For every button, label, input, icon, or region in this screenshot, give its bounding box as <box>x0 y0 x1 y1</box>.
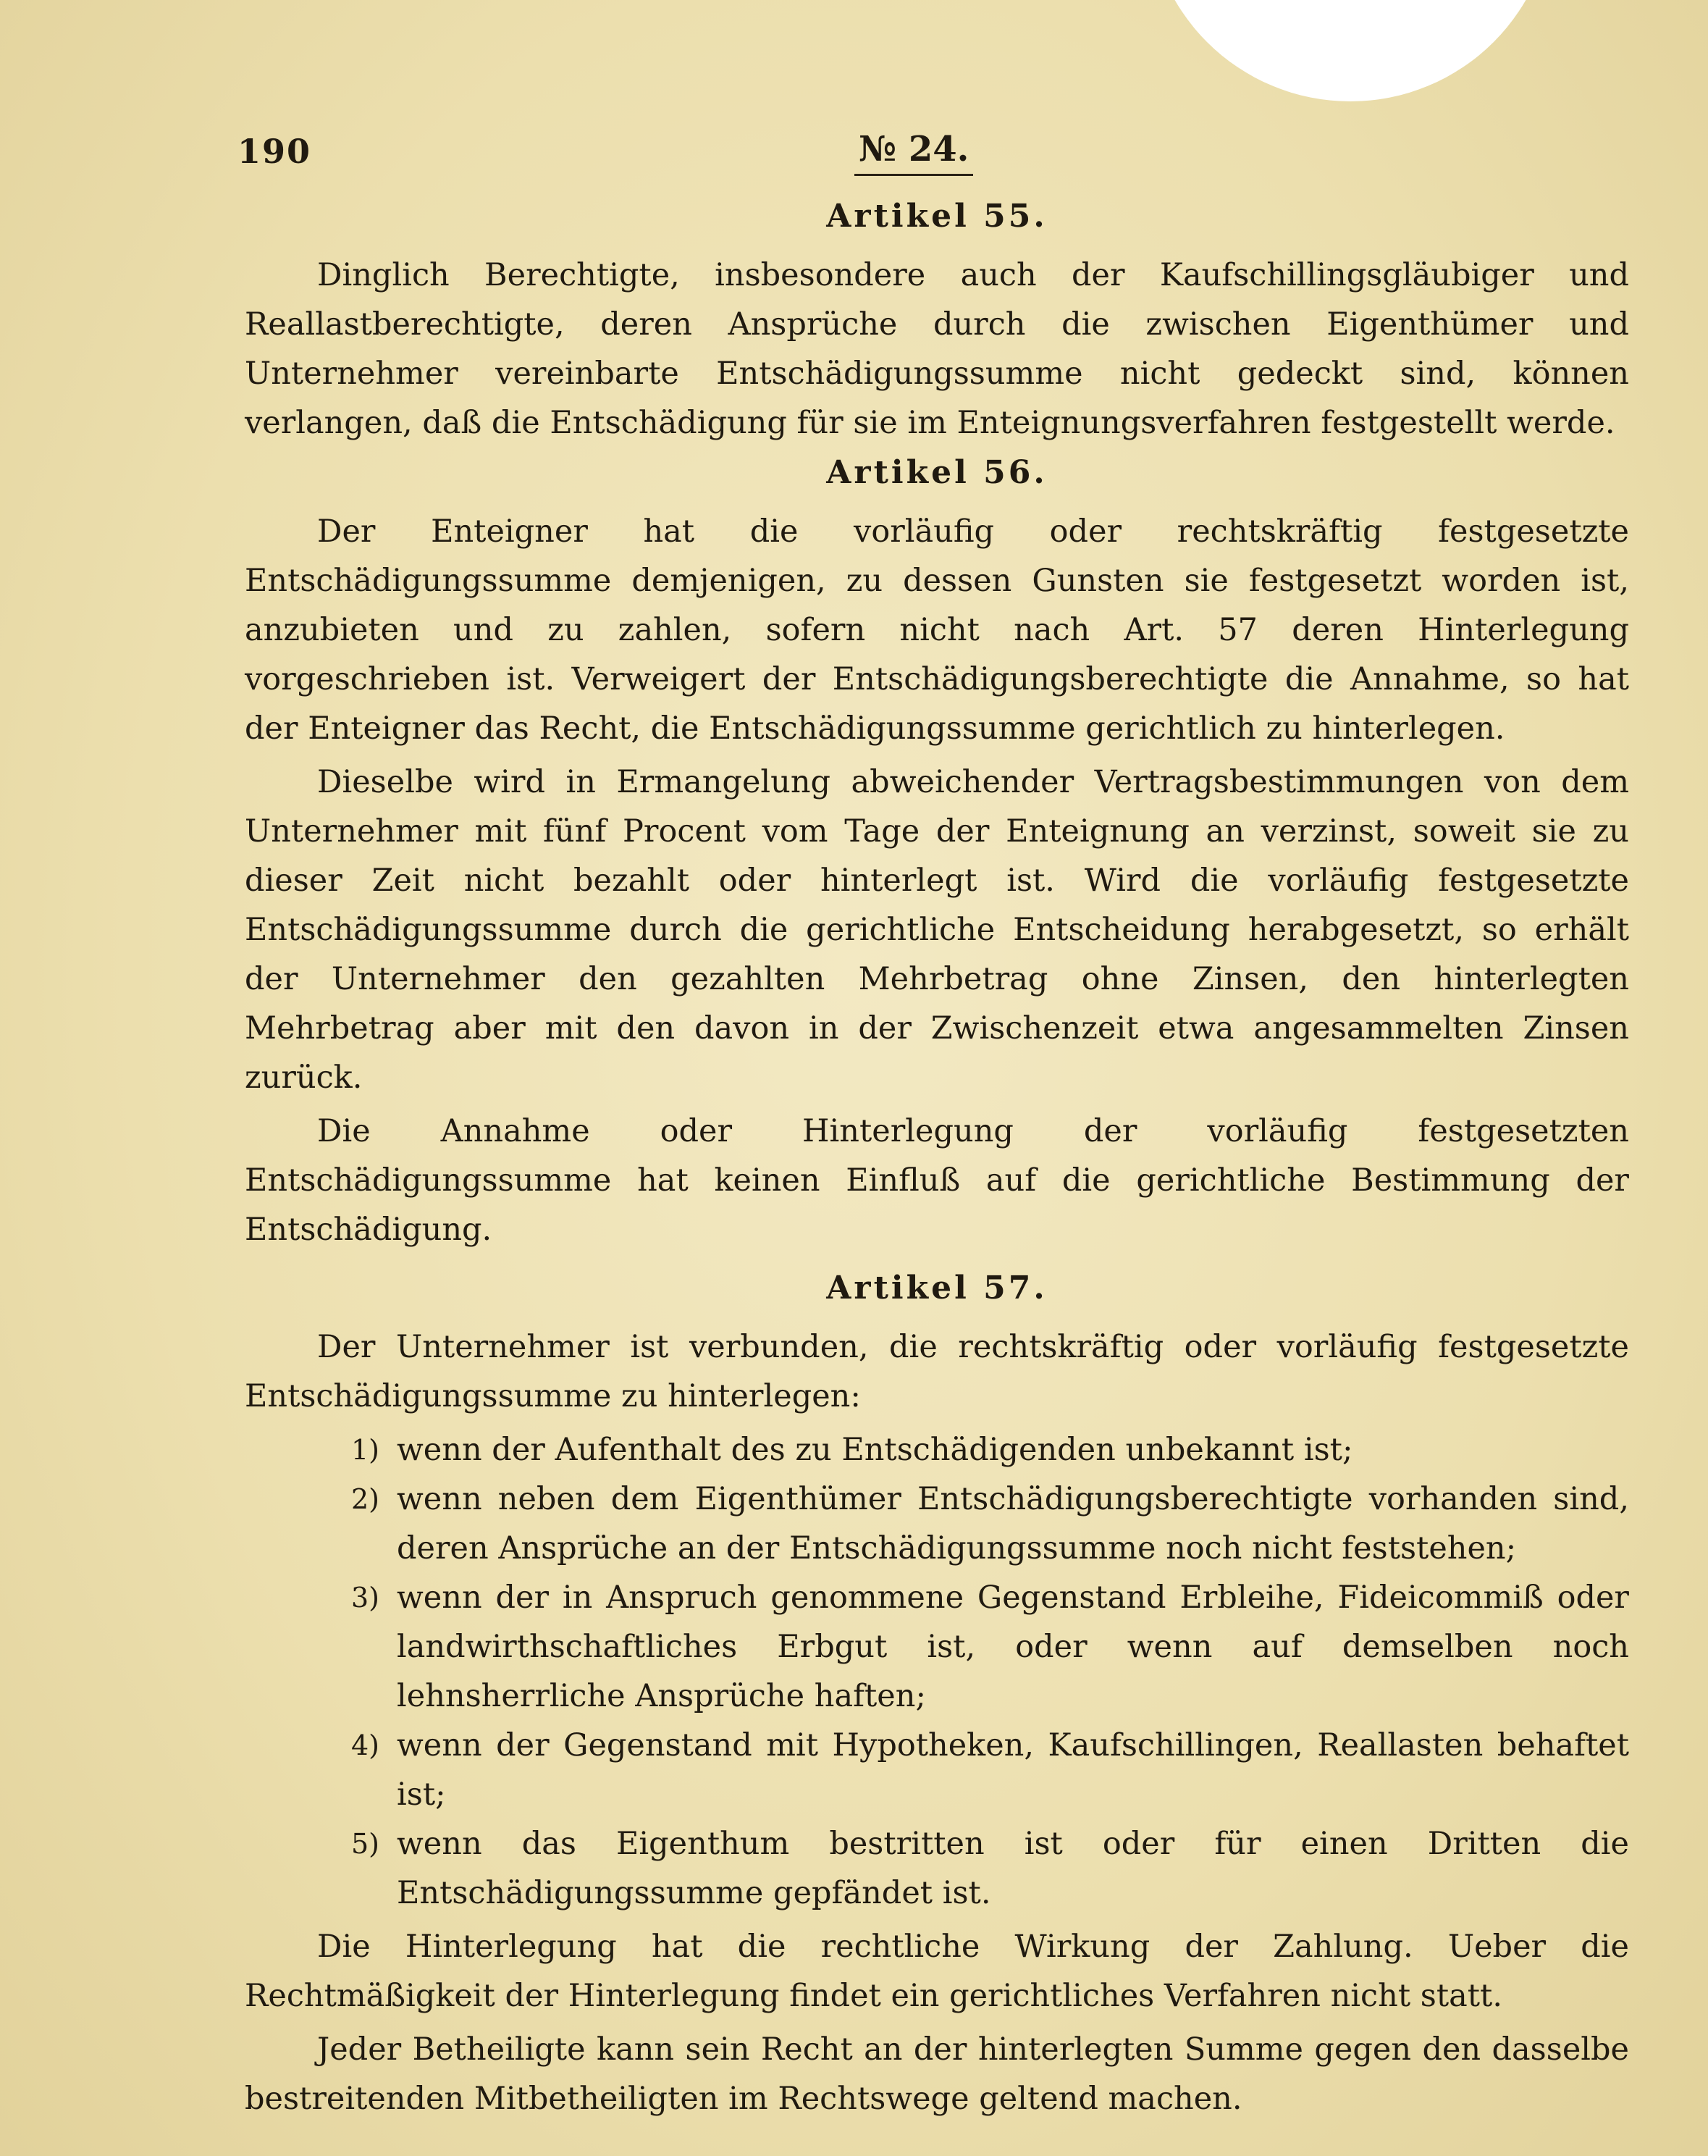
issue-number: № 24. <box>854 129 973 176</box>
list-number: 2) <box>350 1483 379 1515</box>
list-number: 3) <box>350 1582 379 1614</box>
article-57 <box>245 1267 1629 2123</box>
list-text: wenn das Eigenthum bestritten ist oder für einen Dritten die Entschädigungssumme gepfändet ist. <box>397 1826 1629 1911</box>
list-item <box>245 1573 1629 1721</box>
list-item <box>245 1819 1629 1918</box>
list-number: 4) <box>350 1729 379 1761</box>
list-text: wenn der in Anspruch genommene Gegenstand Erbleihe, Fideicommiß oder landwirthschaftliches Erbgut ist, oder wenn auf demselben noch lehnsherrliche Ansprüche haften; <box>397 1580 1629 1714</box>
paragraph: Der Enteigner hat die vorläufig oder rechtskräftig festgesetzte Entschädigungssumme demjenigen, zu dessen Gunsten sie festgesetzt worden ist, anzubieten und zu zahlen, sofern nicht nach Art. 57 deren Hinterlegung vorgeschrieben ist. Verweigert der Entschädigungsberechtigte die Annahme, so hat der Enteigner das Recht, die Entschädigungssumme gerichtlich zu hinterlegen. <box>245 513 1629 747</box>
paragraph: Der Unternehmer ist verbunden, die rechtskräftig oder vorläufig festgesetzte Entschädigungssumme zu hinterlegen: <box>245 1329 1629 1414</box>
torn-corner <box>1148 0 1553 101</box>
paragraph: Die Annahme oder Hinterlegung der vorläufig festgesetzten Entschädigungssumme hat keinen Einfluß auf die gerichtliche Bestimmung der Entschädigung. <box>245 1113 1629 1248</box>
paragraph: Dieselbe wird in Ermangelung abweichender Vertragsbestimmungen von dem Unternehmer mit fünf Procent vom Tage der Enteignung an verzinst, soweit sie zu dieser Zeit nicht bezahlt oder hinterlegt ist. Wird die vorläufig festgesetzte Entschädigungssumme durch die gerichtliche Entscheidung herabgesetzt, so erhält der Unternehmer den gezahlten Mehrbetrag ohne Zinsen, den hinterlegten Mehrbetrag aber mit den davon in der Zwischenzeit etwa angesammelten Zinsen zurück. <box>245 764 1629 1096</box>
page-number: 190 <box>237 132 312 171</box>
list-item <box>245 1425 1629 1475</box>
article-heading: Artikel 56. <box>826 454 1048 491</box>
list-item <box>245 1475 1629 1573</box>
paragraph: Jeder Betheiligte kann sein Recht an der hinterlegten Summe gegen den dasselbe bestreitenden Mitbetheiligten im Rechtswege geltend machen. <box>245 2031 1629 2117</box>
paragraph: Die Hinterlegung hat die rechtliche Wirkung der Zahlung. Ueber die Rechtmäßigkeit der Hinterlegung findet ein gerichtliches Verfahren nicht statt. <box>245 1929 1629 2014</box>
list-text: wenn neben dem Eigenthümer Entschädigungsberechtigte vorhanden sind, deren Ansprüche an der Entschädigungssumme noch nicht feststehen; <box>397 1481 1629 1566</box>
paragraph: Dinglich Berechtigte, insbesondere auch der Kaufschillingsgläubiger und Reallastberechtigte, deren Ansprüche durch die zwischen Eigenthümer und Unternehmer vereinbarte Entschädigungssumme nicht gedeckt sind, können verlangen, daß die Entschädigung für sie im Enteignungsverfahren festgestellt werde. <box>245 257 1629 441</box>
list-number: 1) <box>350 1434 379 1466</box>
list-item <box>245 1721 1629 1819</box>
article-56 <box>245 452 1629 1254</box>
numbered-list <box>245 1425 1629 1918</box>
article-heading: Artikel 57. <box>826 1270 1048 1306</box>
article-55 <box>245 196 1629 448</box>
article-heading: Artikel 55. <box>826 198 1048 235</box>
document-body <box>245 196 1629 2128</box>
list-text: wenn der Gegenstand mit Hypotheken, Kaufschillingen, Reallasten behaftet ist; <box>397 1727 1629 1813</box>
list-number: 5) <box>350 1828 379 1860</box>
list-text: wenn der Aufenthalt des zu Entschädigenden unbekannt ist; <box>397 1432 1353 1468</box>
